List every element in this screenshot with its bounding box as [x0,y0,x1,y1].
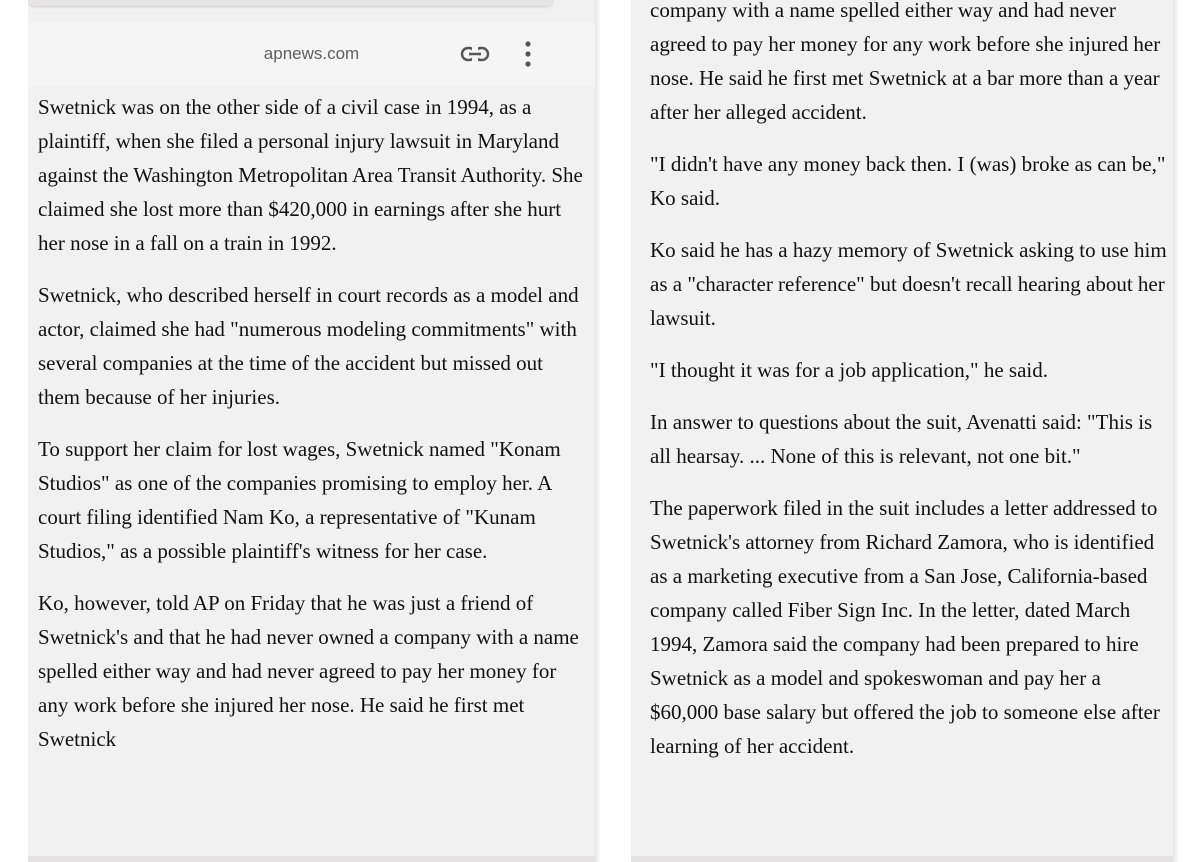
bottom-edge [631,856,1173,862]
divider-shadow [595,0,601,862]
article-paragraph: "I didn't have any money back then. I (was) broke as can be," Ko said. [650,152,1166,210]
article-paragraph: The paperwork filed in the suit includes a letter addressed to Swetnick's attorney from Richard Zamora, who is identified as a marketing executive from a San Jose, California-based company called Fiber Sign Inc. In the letter, dated March 1994, Zamora said the company had been prepared to hire Swetnick as a model and spokeswoman and pay her a $60,000 base salary but offered the job to someone else after learning of her accident. [650,496,1160,758]
article-paragraph: To support her claim for lost wages, Swetnick named "Konam Studios" as one of the companies promising to employ her. A court filing identified Nam Ko, a representative of "Kunam Studios," as a possible plaintiff's witness for her case. [38,437,561,563]
article-paragraph: Ko, however, told AP on Friday that he was just a friend of Swetnick's and that he had never owned a company with a name spelled either way and had never agreed to pay her money for any work before she injured her nose. He said he first met Swetnick [38,591,579,751]
article-body-right [650,0,1169,781]
previous-toolbar [28,0,553,6]
bottom-edge [28,856,595,862]
left-screenshot [28,0,595,862]
article-paragraph: Swetnick, who described herself in court records as a model and actor, claimed she had "numerous modeling commitments" with several companies at the time of the accident but missed out them because of her injuries. [38,283,579,409]
article-paragraph: Swetnick was on the other side of a civil case in 1994, as a plaintiff, when she filed a personal injury lawsuit in Maryland against the Washington Metropolitan Area Transit Authority. She claimed she lost more than $420,000 in earnings after she hurt her nose in a fall on a train in 1992. [38,95,583,255]
link-icon[interactable] [460,43,490,65]
article-paragraph: company with a name spelled either way and had never agreed to pay her money for any work before she injured her nose. He said he first met Swetnick at a bar more than a year after her alleged accident. [650,0,1161,124]
url-text[interactable]: apnews.com [263,44,360,63]
article-paragraph: Ko said he has a hazy memory of Swetnick asking to use him as a "character reference" but doesn't recall hearing about her lawsuit. [650,238,1167,330]
more-vert-icon[interactable] [522,40,534,68]
browser-url-bar[interactable] [28,22,595,86]
article-paragraph: "I thought it was for a job application," he said. [650,358,1048,382]
article-body-left [38,90,587,774]
divider-shadow [1173,0,1179,862]
right-screenshot [631,0,1173,862]
article-paragraph: In answer to questions about the suit, Avenatti said: "This is all hearsay. ... None of this is relevant, not one bit." [650,410,1153,468]
